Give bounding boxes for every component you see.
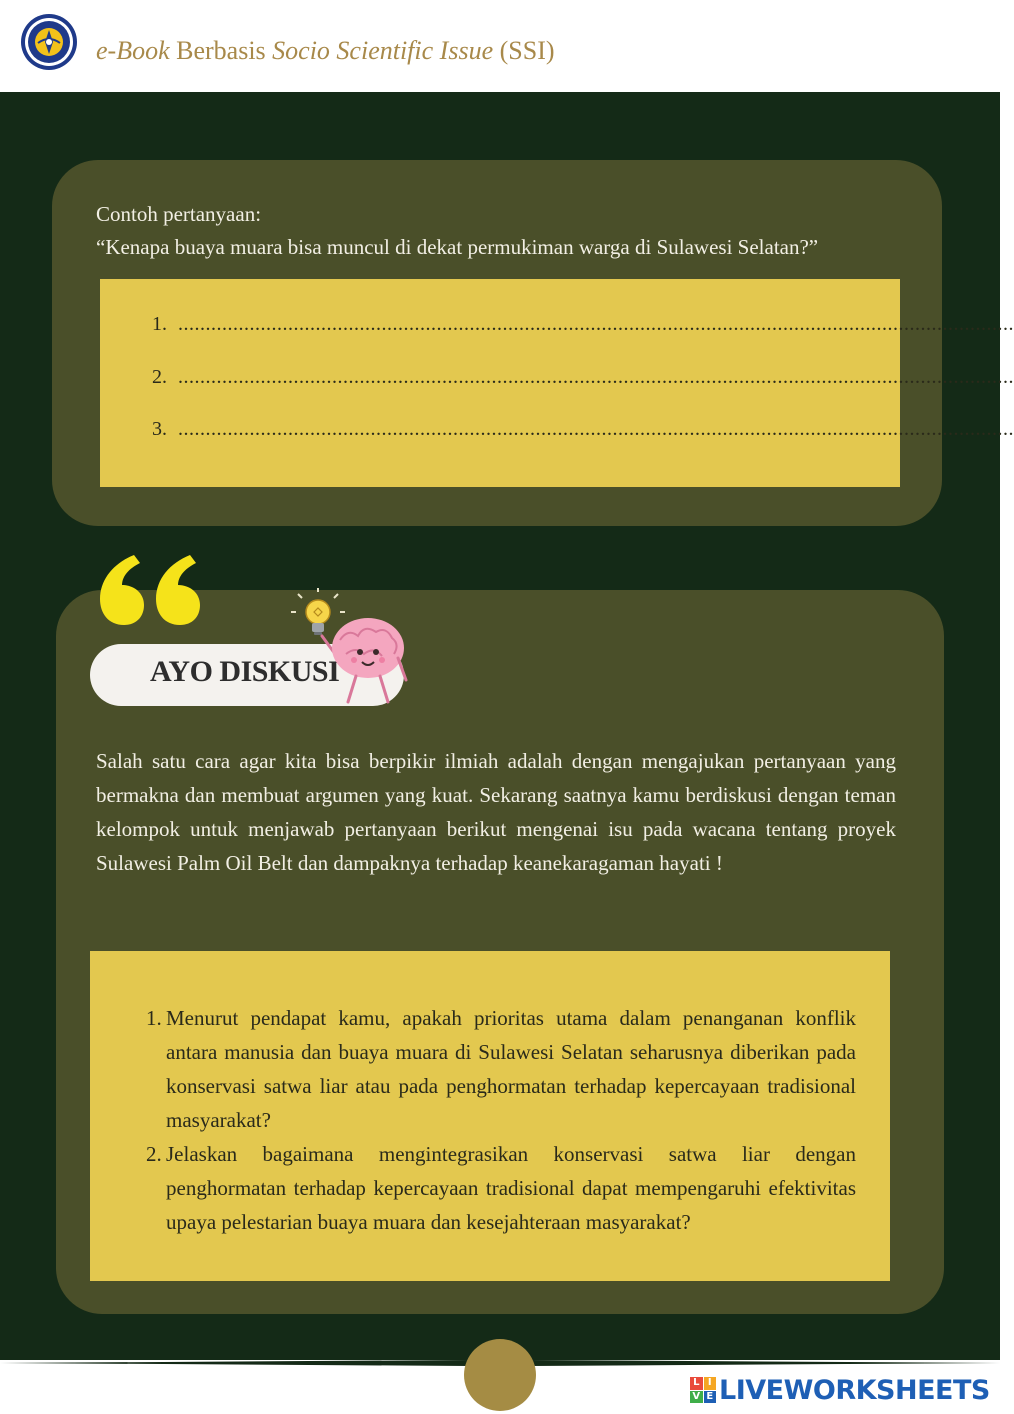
answer-line-number: 2.	[152, 366, 167, 388]
question-text: Menurut pendapat kamu, apakah prioritas utama dalam penanganan konflik antara manusia dan buaya muara di Sulawesi Selatan seharusnya diberikan pada konservasi satwa liar atau pada penghormatan terhadap kepercayaan tradisional masyarakat?	[166, 1006, 856, 1132]
question-item-1	[146, 1001, 856, 1137]
example-text	[96, 198, 818, 263]
example-question: “Kenapa buaya muara bisa muncul di dekat permukiman warga di Sulawesi Selatan?”	[96, 234, 819, 259]
page-header	[0, 0, 1000, 92]
header-title	[96, 36, 555, 66]
answer-line-number: 3.	[152, 418, 167, 440]
liveworksheets-logo-icon	[690, 1377, 716, 1403]
header-title-ssi-abbr: (SSI)	[493, 36, 555, 65]
liveworksheets-logo[interactable]	[690, 1374, 990, 1406]
logo-letter: E	[704, 1391, 717, 1404]
liveworksheets-brand: LIVEWORKSHEETS	[719, 1374, 990, 1406]
questions-list	[146, 1001, 856, 1239]
logo-letter: L	[690, 1377, 703, 1390]
header-title-ebook: e-Book	[96, 36, 170, 65]
answer-line-number: 1.	[152, 313, 167, 335]
answer-line-dots: ........................................................................................................................................................	[178, 366, 1014, 388]
discussion-intro: Salah satu cara agar kita bisa berpikir ilmiah adalah dengan mengajukan pertanyaan yang bermakna dan membuat argumen yang kuat. Sekarang saatnya kamu berdiskusi dengan teman kelompok untuk menjawab pertanyaan berikut mengenai isu pada wacana tentang proyek Sulawesi Palm Oil Belt dan dampaknya terhadap keanekaragaman hayati !	[96, 749, 896, 875]
example-label: Contoh pertanyaan:	[96, 202, 262, 226]
answer-box	[100, 279, 1014, 487]
question-item-2	[146, 1137, 856, 1239]
answer-line-3[interactable]	[152, 418, 1014, 441]
header-title-ssi-name: Socio Scientific Issue	[272, 36, 494, 65]
quote-mark-icon	[98, 553, 210, 633]
answer-line-1[interactable]	[152, 313, 1014, 336]
answer-line-dots: ........................................................................................................................................................	[178, 313, 1014, 335]
footer-page-circle	[464, 1339, 536, 1411]
logo-letter: V	[690, 1391, 703, 1404]
answer-line-dots: ........................................................................................................................................................	[178, 418, 1014, 440]
discussion-title: AYO DISKUSI	[150, 655, 340, 688]
question-number: 1.	[146, 1006, 162, 1030]
questions-box	[90, 951, 890, 1281]
answer-line-2[interactable]	[152, 366, 1014, 389]
question-text: Jelaskan bagaimana mengintegrasikan konservasi satwa liar dengan penghormatan terhadap kepercayaan tradisional dapat mempengaruhi efektivitas upaya pelestarian buaya muara dan kesejahteraan masyarakat?	[166, 1142, 856, 1234]
brain-mascot-icon	[290, 588, 410, 706]
logo-letter: I	[704, 1377, 717, 1390]
question-number: 2.	[146, 1142, 162, 1166]
lightbulb-icon	[291, 588, 345, 635]
header-title-berbasis: Berbasis	[169, 36, 273, 65]
university-logo-icon	[20, 13, 78, 71]
